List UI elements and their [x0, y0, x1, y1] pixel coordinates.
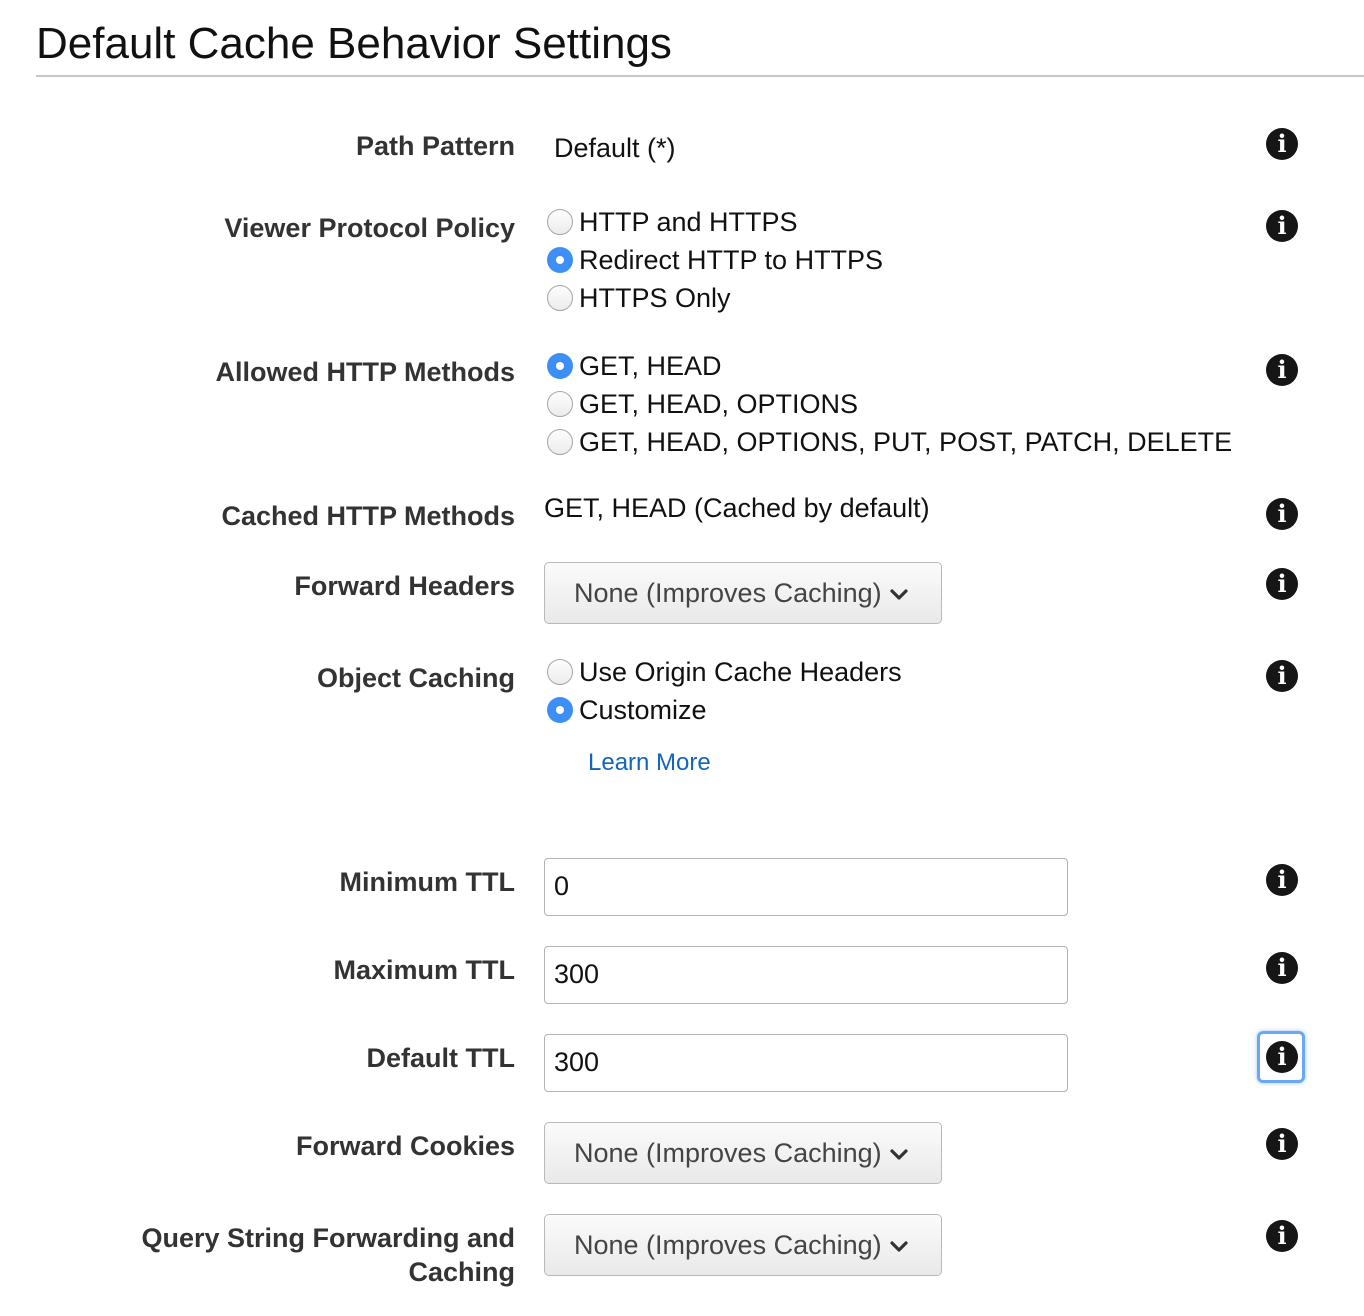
info-icon[interactable]: i	[1266, 568, 1298, 600]
radio-label[interactable]: Customize	[579, 695, 707, 725]
default-ttl-label: Default TTL	[366, 1043, 515, 1073]
chevron-down-icon	[890, 1238, 908, 1256]
learn-more-link[interactable]: Learn More	[588, 749, 711, 776]
forward-cookies-label: Forward Cookies	[295, 1131, 515, 1161]
radio-get-head[interactable]	[547, 349, 722, 383]
minimum-ttl-label: Minimum TTL	[339, 867, 515, 897]
radio-button[interactable]	[547, 391, 573, 417]
radio-button[interactable]	[547, 209, 573, 235]
forward-headers-label: Forward Headers	[294, 571, 515, 601]
radio-get-head-options[interactable]	[547, 387, 858, 421]
radio-all-methods[interactable]	[547, 425, 1232, 459]
info-icon[interactable]: i	[1266, 498, 1298, 530]
radio-customize[interactable]	[547, 693, 707, 727]
radio-https-only[interactable]	[547, 281, 731, 315]
info-icon[interactable]: i	[1266, 1128, 1298, 1160]
maximum-ttl-input[interactable]: 300	[544, 946, 1068, 1004]
radio-use-origin-cache-headers[interactable]	[547, 655, 902, 689]
select-value: None (Improves Caching)	[574, 1229, 882, 1260]
info-icon[interactable]: i	[1266, 1041, 1298, 1073]
forward-headers-select[interactable]	[544, 562, 942, 624]
radio-label[interactable]: Redirect HTTP to HTTPS	[579, 245, 884, 275]
allowed-http-methods-label: Allowed HTTP Methods	[215, 357, 515, 387]
radio-label[interactable]: HTTP and HTTPS	[579, 207, 798, 237]
viewer-protocol-policy-label: Viewer Protocol Policy	[224, 213, 515, 243]
query-string-forwarding-select[interactable]	[544, 1214, 942, 1276]
info-icon[interactable]: i	[1266, 210, 1298, 242]
chevron-down-icon	[890, 586, 908, 604]
page-title: Default Cache Behavior Settings	[36, 19, 672, 68]
info-icon[interactable]: i	[1266, 1220, 1298, 1252]
radio-button[interactable]	[547, 429, 573, 455]
radio-redirect-http-to-https[interactable]	[547, 243, 883, 277]
forward-cookies-select[interactable]	[544, 1122, 942, 1184]
query-string-forwarding-label-line2: Caching	[408, 1257, 515, 1287]
info-icon[interactable]: i	[1266, 864, 1298, 896]
radio-label[interactable]: Use Origin Cache Headers	[579, 657, 902, 687]
path-pattern-label: Path Pattern	[355, 131, 515, 161]
radio-button[interactable]	[547, 285, 573, 311]
radio-button[interactable]	[547, 659, 573, 685]
title-divider	[36, 75, 1364, 77]
cached-http-methods-value: GET, HEAD (Cached by default)	[544, 493, 930, 523]
radio-button-selected[interactable]	[547, 697, 573, 723]
info-icon[interactable]: i	[1266, 128, 1298, 160]
radio-http-and-https[interactable]	[547, 205, 798, 239]
radio-label[interactable]: GET, HEAD, OPTIONS	[579, 389, 859, 419]
info-icon[interactable]: i	[1266, 660, 1298, 692]
radio-button-selected[interactable]	[547, 353, 573, 379]
object-caching-label: Object Caching	[316, 663, 515, 693]
path-pattern-value: Default (*)	[554, 133, 676, 163]
chevron-down-icon	[890, 1146, 908, 1164]
default-ttl-input[interactable]: 300	[544, 1034, 1068, 1092]
radio-button-selected[interactable]	[547, 247, 573, 273]
radio-label[interactable]: HTTPS Only	[579, 283, 731, 313]
minimum-ttl-input[interactable]: 0	[544, 858, 1068, 916]
maximum-ttl-label: Maximum TTL	[333, 955, 515, 985]
radio-label[interactable]: GET, HEAD, OPTIONS, PUT, POST, PATCH, DELETE	[579, 427, 1233, 457]
query-string-forwarding-label: Query String Forwarding and	[141, 1223, 515, 1253]
info-icon[interactable]: i	[1266, 354, 1298, 386]
cached-http-methods-label: Cached HTTP Methods	[221, 501, 515, 531]
radio-label[interactable]: GET, HEAD	[579, 351, 722, 381]
select-value: None (Improves Caching)	[574, 1137, 882, 1168]
info-icon[interactable]: i	[1266, 952, 1298, 984]
select-value: None (Improves Caching)	[574, 577, 882, 608]
